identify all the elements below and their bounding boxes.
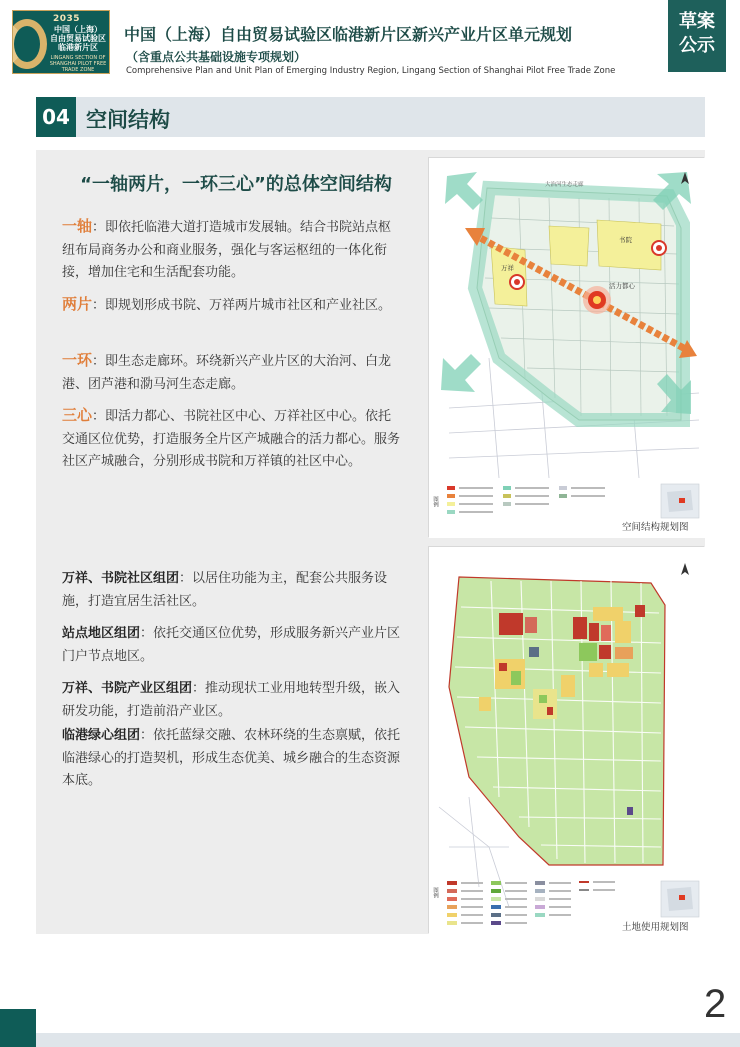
structure-heading: “一轴两片，一环三心”的总体空间结构 <box>80 174 392 195</box>
map1-label-shuyuan: 书院 <box>619 236 632 244</box>
draft-badge-line2: 公示 <box>679 35 715 56</box>
section-title: 空间结构 <box>86 108 170 132</box>
map1-label-corridor: 大治河生态走廊 <box>545 182 584 188</box>
group-station <box>62 623 402 668</box>
structure-item-text: ：即依托临港大道打造城市发展轴。结合书院站点枢纽布局商务办公和商业服务，强化与客运枢纽的一体化衔接，增加住宅和生活配套功能。 <box>62 220 392 280</box>
structure-item-text: ：即生态走廊环。环绕新兴产业片区的大治河、白龙港、团芦港和泐马河生态走廊。 <box>62 354 392 392</box>
map2-legend-label: 图例 <box>432 887 438 898</box>
structure-item-ring <box>62 349 402 396</box>
group-key: 站点地区组团 <box>62 626 141 641</box>
draft-badge-line1: 草案 <box>679 11 715 32</box>
document-english-title: Comprehensive Plan and Unit Plan of Emerging Industry Region, Lingang Section of Shanghai Pilot Free Trade Zone <box>126 66 616 76</box>
footer-accent-block <box>0 1009 36 1047</box>
structure-item-key: 三心 <box>62 406 93 424</box>
group-community <box>62 568 402 613</box>
map1-label-center: 活力都心 <box>609 282 635 290</box>
document-title: 中国（上海）自由贸易试验区临港新片区新兴产业片区单元规划 <box>124 25 573 44</box>
map1-caption: 空间结构规划图 <box>622 522 689 533</box>
footer-bar <box>36 1033 740 1047</box>
group-key: 万祥、书院产业区组团 <box>62 681 193 696</box>
logo-ring-shape <box>12 19 47 69</box>
structure-item-key: 一环 <box>62 351 93 369</box>
group-text: ：依托交通区位优势，形成服务新兴产业片区门户节点地区。 <box>62 626 401 664</box>
section-number: 04 <box>36 97 76 137</box>
map1-label-wanxiang: 万祥 <box>501 264 514 272</box>
draft-badge <box>668 0 726 72</box>
document-subtitle: （含重点公共基础设施专项规划） <box>126 50 307 64</box>
land-use-map-graphic <box>429 547 705 934</box>
group-key: 万祥、书院社区组团 <box>62 571 180 586</box>
page-number: 2 <box>704 982 727 1026</box>
map1-legend-label: 图例 <box>432 496 438 507</box>
map2-caption: 土地使用规划图 <box>622 922 689 933</box>
group-industry <box>62 678 402 723</box>
group-text: ：依托蓝绿交融、农林环绕的生态禀赋，依托临港绿心的打造契机，形成生态优美、城乡融合的生态资源本底。 <box>62 728 401 788</box>
logo-year: 2035 <box>53 14 81 24</box>
group-text: ：推动现状工业用地转型升级，嵌入研发功能，打造前沿产业区。 <box>62 681 401 719</box>
logo-name-line2: 自由贸易试验区 <box>50 34 106 43</box>
structure-item-text: ：即活力都心、书院社区中心、万祥社区中心。依托交通区位优势，打造服务全片区产城融合的活力都心。服务社区产城融合，分别形成书院和万祥镇的社区中心。 <box>62 409 401 469</box>
structure-item-text: ：即规划形成书院、万祥两片城市社区和产业社区。 <box>92 298 392 313</box>
structure-item-key: 一轴 <box>62 217 93 235</box>
spatial-structure-map-graphic <box>429 158 705 538</box>
logo-name <box>49 25 107 52</box>
group-green-heart <box>62 725 402 793</box>
group-key: 临港绿心组团 <box>62 728 141 743</box>
land-use-map <box>428 546 704 933</box>
spatial-structure-map <box>428 157 704 537</box>
structure-item-two-areas <box>62 293 402 318</box>
logo-english: LINGANG SECTION OF SHANGHAI PILOT FREE TRADE ZONE <box>49 55 107 73</box>
group-text: ：以居住功能为主，配套公共服务设施，打造宜居生活社区。 <box>62 571 388 609</box>
project-logo <box>12 10 110 74</box>
structure-item-key: 两片 <box>62 295 93 313</box>
structure-item-axis <box>62 215 402 285</box>
logo-name-line1: 中国（上海） <box>54 25 102 34</box>
logo-name-line3: 临港新片区 <box>58 43 98 52</box>
structure-item-three-centers <box>62 404 402 474</box>
